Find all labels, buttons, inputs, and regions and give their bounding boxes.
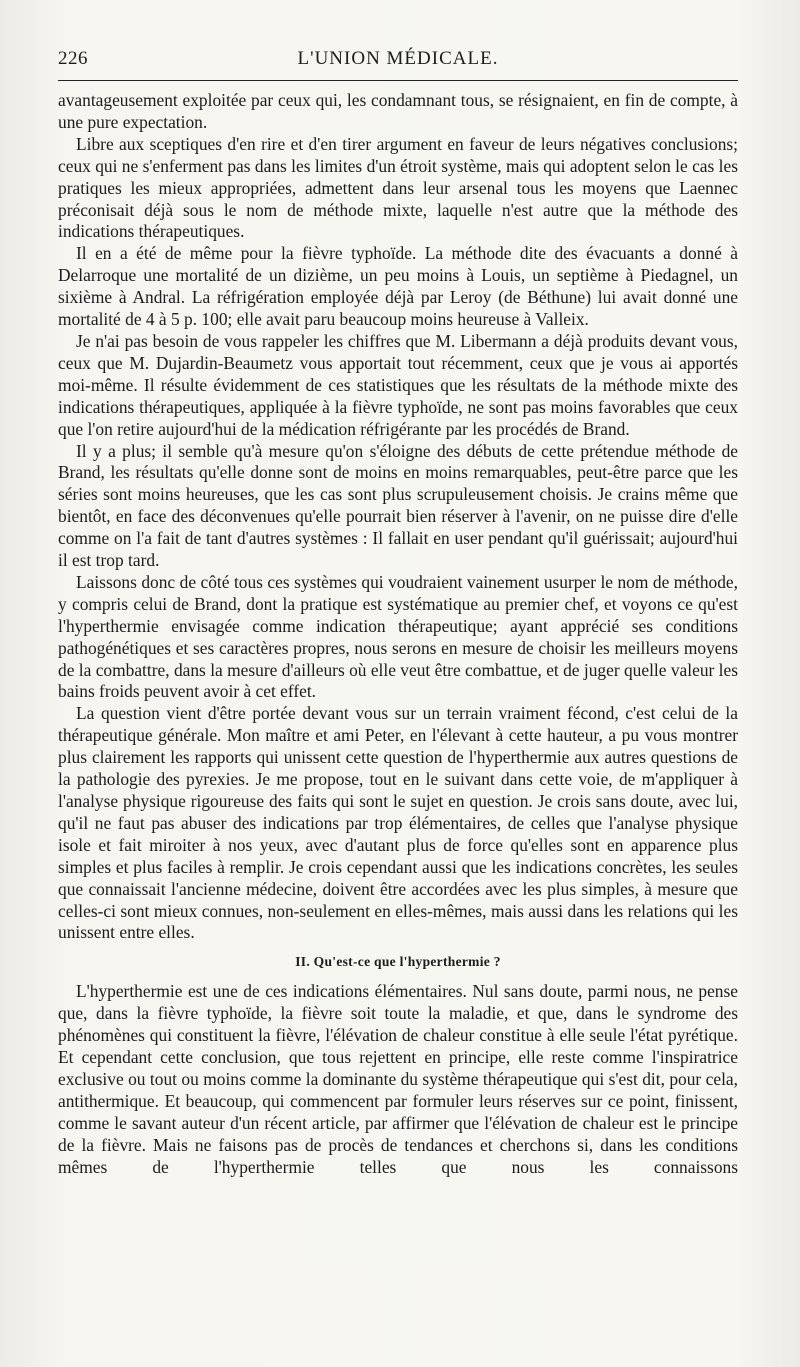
paragraph-chiffres: Je n'ai pas besoin de vous rappeler les chiffres que M. Libermann a déjà produits devant vous, ceux que M. Dujardin-Beaumetz vous apportait tout récemment, ceux que je vous ai apportés moi-même. Il résulte évidemment de ces statistiques que les résultats de la méthode mixte des indications thérapeutiques, appliquée à la fièvre typhoïde, ne sont pas moins favorables que ceux que l'on retire aujourd'hui de la médication réfrigérante par les procédés de Brand. bbox=[58, 330, 738, 439]
body-text bbox=[58, 90, 738, 1178]
page-header bbox=[58, 44, 738, 74]
running-title: L'UNION MÉDICALE. bbox=[297, 48, 499, 69]
paragraph-question: La question vient d'être portée devant vous sur un terrain vraiment fécond, c'est celui de la thérapeutique générale. Mon maître et ami Peter, en l'élevant à cette hauteur, a pu vous montrer plus clairement les rapports qui unissent cette question de l'hyperthermie aux autres questions de la pathologie des pyrexies. Je me propose, tout en le suivant dans cette voie, de m'appliquer à l'analyse physique rigoureuse des faits qui sont le sujet en question. Je crois sans doute, avec lui, qu'il ne faut pas abuser des indications par trop élémentaires, de celles que l'analyse physique isole et fait miroiter à nos yeux, avec d'autant plus de force qu'elles sont en apparence plus simples et plus faciles à remplir. Je crois cependant aussi que les indications concrètes, les seules que connaissait l'ancienne médecine, doivent être accordées avec les plus simples, à mesure que celles-ci sont mieux connues, non-seulement en elles-mêmes, mais aussi dans les relations qui les unissent entre elles. bbox=[58, 703, 738, 943]
header-rule bbox=[58, 80, 738, 81]
paragraph-laissons: Laissons donc de côté tous ces systèmes qui voudraient vainement usurper le nom de méthode, y compris celui de Brand, dont la pratique est systématique au premier chef, et voyons ce qu'est l'hyperthermie envisagée comme indication thérapeutique; ayant apprécié ses conditions pathogénétiques et ses caractères propres, nous serons en mesure de choisir les meilleurs moyens de la combattre, dans la mesure d'ailleurs où elle veut être combattue, et de juger quelle valeur les bains froids peuvent avoir à cet effet. bbox=[58, 571, 738, 702]
paragraph-sceptiques: Libre aux sceptiques d'en rire et d'en tirer argument en faveur de leurs négatives conclusions; ceux qui ne s'enferment pas dans les limites d'un étroit système, mais qui adoptent selon le cas les pratiques les mieux appropriées, admettent dans leur arsenal tous les moyens que Laennec préconisait déjà sous le nom de méthode mixte, laquelle n'est autre que la méthode des indications thérapeutiques. bbox=[58, 133, 738, 242]
paragraph-fievre-typhoide: Il en a été de même pour la fièvre typhoïde. La méthode dite des évacuants a donné à Delarroque une mortalité de un dizième, un peu moins à Louis, un septième à Piedagnel, un sixième à Andral. La réfrigération employée déjà par Leroy (de Béthune) lui avait donné une mortalité de 4 à 5 p. 100; elle avait paru beaucoup moins heureuse à Valleix. bbox=[58, 243, 738, 330]
section-heading: II. Qu'est-ce que l'hyperthermie ? bbox=[295, 954, 501, 970]
paragraph-hyperthermie: L'hyperthermie est une de ces indications élémentaires. Nul sans doute, parmi nous, ne pense que, dans la fièvre typhoïde, la fièvre soit toute la maladie, et que, dans le syndrome des phénomènes qui constituent la fièvre, l'élévation de chaleur constitue à elle seule l'état pyrétique. Et cependant cette conclusion, que tous rejettent en principe, elle reste comme l'inspiratrice exclusive ou tout ou moins comme la dominante du système thérapeutique qui s'est dit, pour cela, antithermique. Et beaucoup, qui commencent par formuler leurs réserves sur ce point, finissent, comme le savant auteur d'un récent article, par affirmer que l'élévation de chaleur est le principe de la fièvre. Mais ne faisons pas de procès de tendances et cherchons si, dans les conditions mêmes de l'hyperthermie telles que nous les connaissons bbox=[58, 981, 738, 1177]
page-number: 226 bbox=[58, 48, 88, 69]
paragraph-methode-brand: Il y a plus; il semble qu'à mesure qu'on s'éloigne des débuts de cette prétendue méthode de Brand, les résultats qu'elle donne sont de moins en moins remarquables, peut-être parce que les séries sont moins heureuses, que les cas sont plus scrupuleusement choisis. Je crains même que bientôt, en face des déconvenues qu'elle pourrait bien réserver à l'avenir, on ne puisse dire d'elle comme on l'a fait de tant d'autres systèmes : Il fallait en user pendant qu'il guérissait; aujourd'hui il est trop tard. bbox=[58, 440, 738, 571]
paragraph-continuation: avantageusement exploitée par ceux qui, les condamnant tous, se résignaient, en fin de compte, à une pure expectation. bbox=[58, 90, 738, 132]
